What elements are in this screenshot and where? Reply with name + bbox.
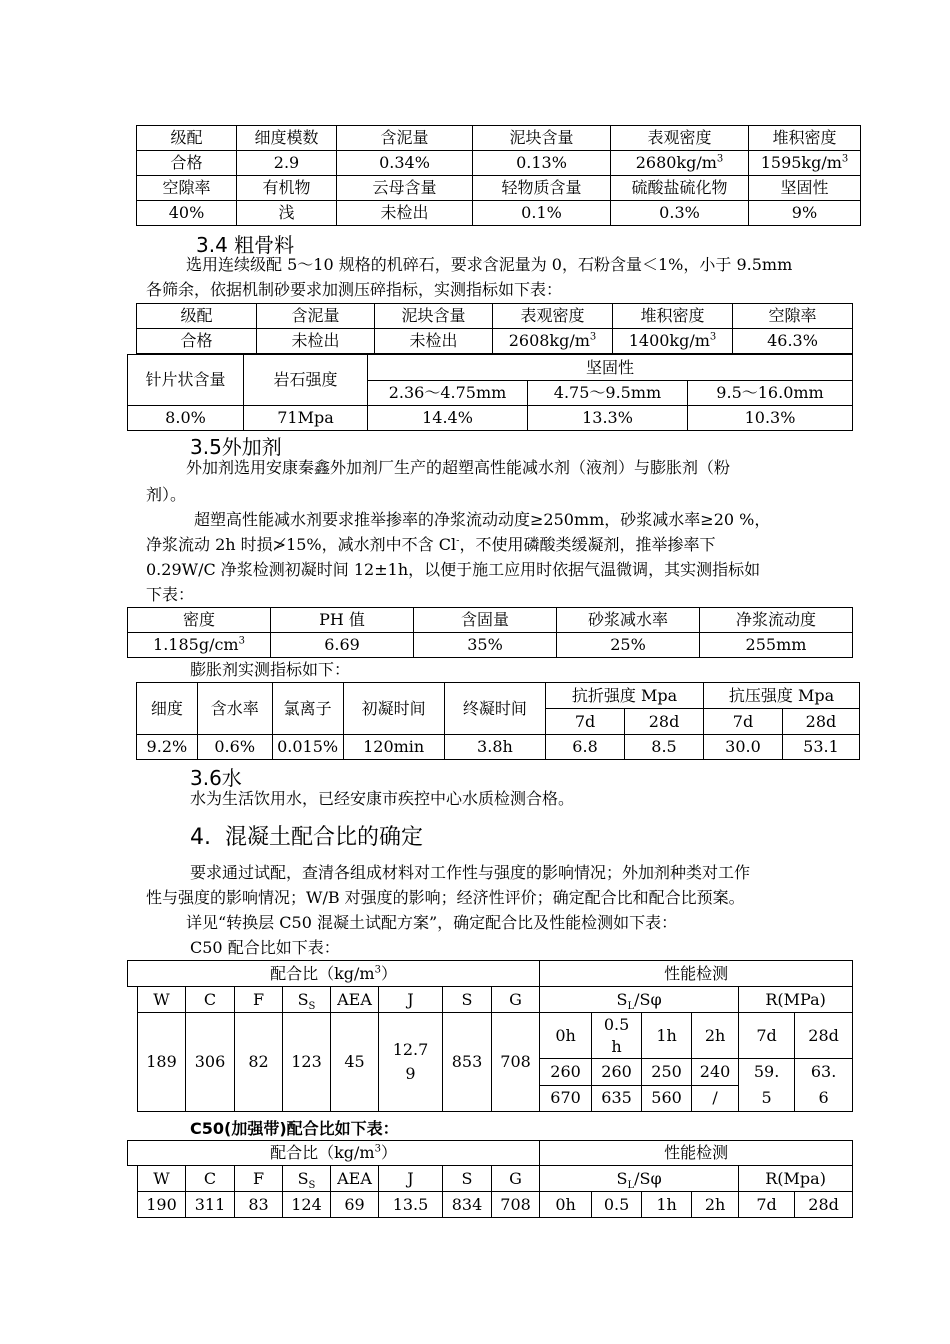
column-header: AEA (331, 1166, 379, 1192)
value-cell: 30.0 (704, 735, 783, 760)
column-header: F (235, 987, 283, 1013)
paragraph: 水为生活饮用水，已经安康市疾控中心水质检测合格。 (190, 789, 575, 808)
age-cell: 7d (739, 1192, 795, 1218)
value-cell: 0.3% (611, 201, 749, 226)
slump-cell: 260 (592, 1059, 642, 1086)
column-header: J (379, 1166, 443, 1192)
header-text: ） (380, 1143, 397, 1162)
value-cell: 浅 (237, 201, 337, 226)
value-cell: 2.9 (237, 151, 337, 176)
strength-header: R(Mpa) (739, 1166, 853, 1192)
gutter-cell (128, 987, 138, 1013)
value-cell: 9.2% (137, 735, 198, 760)
gutter-cell (128, 1013, 138, 1112)
column-header: F (235, 1166, 283, 1192)
header-cell: 抗压强度 Mpa (704, 683, 860, 709)
value-cell: 834 (443, 1192, 492, 1218)
expansion-agent-label: 膨胀剂实测指标如下： (190, 660, 351, 679)
time-cell: 2h (692, 1013, 739, 1059)
value-cell: 853 (443, 1013, 492, 1112)
header-cell: 坚固性 (749, 176, 861, 201)
header-text: S (297, 989, 309, 1009)
subheader-cell: 9.5～16.0mm (688, 381, 853, 406)
header-text: 配合比（kg/m (270, 1143, 375, 1162)
paragraph: 剂）。 (146, 485, 187, 504)
strength-cell: 59. 5 (739, 1059, 795, 1112)
value-text: 1.185g/cm (153, 635, 239, 654)
section-4-title: 4. 混凝土配合比的确定 (190, 825, 423, 850)
column-header: G (492, 987, 540, 1013)
header-cell: 终凝时间 (444, 683, 545, 735)
value-cell: 0.015% (272, 735, 343, 760)
column-header: J (379, 987, 443, 1013)
value-cell: 6.69 (271, 633, 414, 658)
value-cell: 189 (138, 1013, 186, 1112)
value-cell: 合格 (137, 329, 257, 354)
value-cell: 12.7 9 (379, 1013, 443, 1112)
value-cell: 10.3% (688, 406, 853, 431)
age-cell: 7d (739, 1013, 795, 1059)
time-cell: 0.5 (592, 1192, 642, 1218)
slump-cell: 670 (540, 1085, 592, 1112)
slump-cell: 560 (642, 1085, 692, 1112)
paragraph-text: 净浆流动 2h 时损≯15%，减水剂中不含 Cl (146, 535, 457, 554)
header-cell: 云母含量 (337, 176, 473, 201)
paragraph: 各筛余，依据机制砂要求加测压碎指标，实测指标如下表： (146, 280, 563, 299)
value-text: 1595kg/m (760, 153, 842, 172)
header-cell: PH 值 (271, 608, 414, 633)
column-header: C (186, 987, 235, 1013)
value-cell: 25% (557, 633, 700, 658)
column-header: G (492, 1166, 540, 1192)
strength-header: R(MPa) (739, 987, 853, 1013)
section-3-4-title: 3.4 粗骨料 (196, 233, 295, 257)
value-cell: 708 (492, 1192, 540, 1218)
value-cell: 83 (235, 1192, 283, 1218)
header-cell: 空隙率 (137, 176, 237, 201)
header-cell: 泥块含量 (473, 126, 611, 151)
time-cell: 1h (642, 1013, 692, 1059)
header-cell: 氯离子 (272, 683, 343, 735)
subheader-cell: 7d (704, 709, 783, 735)
header-cell: 砂浆减水率 (557, 608, 700, 633)
value-cell: 0.1% (473, 201, 611, 226)
value-cell: 82 (235, 1013, 283, 1112)
time-cell: 1h (642, 1192, 692, 1218)
performance-header: 性能检测 (540, 961, 853, 987)
slump-header (540, 1166, 739, 1192)
value-cell: 123 (283, 1013, 331, 1112)
unit-superscript: 3 (374, 964, 381, 976)
time-cell: 2h (692, 1192, 739, 1218)
paragraph: 0.29W/C 净浆检测初凝时间 12±1h，以便于施工应用时依据气温微调，其实测指标如 (146, 560, 761, 579)
header-cell: 泥块含量 (375, 304, 493, 329)
header-cell: 堆积密度 (749, 126, 861, 151)
column-header: S (443, 987, 492, 1013)
value-cell: 未检出 (337, 201, 473, 226)
header-cell: 密度 (128, 608, 271, 633)
value-cell: 190 (138, 1192, 186, 1218)
value-cell: 13.3% (528, 406, 688, 431)
time-cell: 0.5 h (592, 1013, 642, 1059)
value-cell: 合格 (137, 151, 237, 176)
value-cell: 35% (414, 633, 557, 658)
value-text: 2680kg/m (635, 153, 717, 172)
header-cell: 含固量 (414, 608, 557, 633)
value-cell: 6.8 (546, 735, 625, 760)
slump-cell: 260 (540, 1059, 592, 1086)
value-cell (613, 329, 733, 354)
age-cell: 28d (795, 1013, 853, 1059)
c50-mix-table (127, 960, 853, 1112)
gutter-cell (128, 1192, 138, 1218)
header-text: 配合比（kg/m (270, 963, 375, 983)
paragraph-text: ，不使用磷酸类缓凝剂，推举掺率下 (459, 535, 716, 554)
gutter-cell (128, 1166, 138, 1192)
strength-cell: 63. 6 (795, 1059, 853, 1112)
value-text: 1400kg/m (628, 331, 710, 350)
paragraph: 外加剂选用安康秦鑫外加剂厂生产的超塑高性能减水剂（液剂）与膨胀剂（粉 (186, 458, 731, 477)
paragraph: 超塑高性能减水剂要求推举掺率的净浆流动动度≥250mm，砂浆减水率≥20 %， (194, 510, 771, 529)
value-cell: 9% (749, 201, 861, 226)
subscript: L (627, 1000, 635, 1012)
fine-aggregate-table (136, 125, 861, 226)
column-header: AEA (331, 987, 379, 1013)
slump-cell: 635 (592, 1085, 642, 1112)
paragraph: 选用连续级配 5～10 规格的机碎石，要求含泥量为 0，石粉含量＜1%，小于 9.5mm (186, 255, 793, 274)
header-cell: 表观密度 (493, 304, 613, 329)
expansion-agent-table (136, 682, 860, 760)
superplasticizer-table (127, 607, 853, 658)
header-cell: 岩石强度 (244, 355, 368, 406)
subheader-cell: 2.36～4.75mm (368, 381, 528, 406)
c50-reinforced-mix-table (127, 1140, 853, 1218)
section-3-5-title: 3.5外加剂 (190, 435, 282, 459)
column-header: S (443, 1166, 492, 1192)
column-header: W (138, 987, 186, 1013)
paragraph: 要求通过试配，查清各组成材料对工作性与强度的影响情况；外加剂种类对工作 (190, 863, 751, 882)
header-cell: 含泥量 (257, 304, 375, 329)
value-cell: 3.8h (444, 735, 545, 760)
value-cell: 53.1 (782, 735, 859, 760)
value-cell (749, 151, 861, 176)
value-cell: 0.34% (337, 151, 473, 176)
header-cell: 细度模数 (237, 126, 337, 151)
subheader-cell: 28d (625, 709, 704, 735)
value-cell: 45 (331, 1013, 379, 1112)
column-header (283, 987, 331, 1013)
subheader-cell: 28d (782, 709, 859, 735)
header-cell: 净浆流动度 (700, 608, 853, 633)
value-cell: 8.5 (625, 735, 704, 760)
value-cell: 46.3% (733, 329, 853, 354)
value-cell: 306 (186, 1013, 235, 1112)
subheader-cell: 4.75～9.5mm (528, 381, 688, 406)
slump-cell: / (692, 1085, 739, 1112)
value-cell: 未检出 (257, 329, 375, 354)
header-cell: 细度 (137, 683, 198, 735)
c50-reinforced-label: C50(加强带)配合比如下表： (190, 1119, 399, 1138)
header-text: S (616, 989, 628, 1009)
slump-cell: 240 (692, 1059, 739, 1086)
section-3-6-title: 3.6水 (190, 766, 242, 790)
paragraph (146, 532, 715, 558)
header-cell: 有机物 (237, 176, 337, 201)
paragraph: 详见“转换层 C50 混凝土试配方案”，确定配合比及性能检测如下表： (186, 913, 678, 932)
unit-superscript: 3 (374, 1143, 381, 1155)
soundness-table (127, 354, 853, 431)
header-text: ） (380, 963, 397, 983)
header-cell: 含水率 (197, 683, 272, 735)
unit-superscript: 3 (716, 153, 724, 165)
value-cell: 311 (186, 1192, 235, 1218)
column-header: W (138, 1166, 186, 1192)
performance-header: 性能检测 (540, 1141, 853, 1166)
subscript: S (308, 1000, 316, 1012)
value-cell: 40% (137, 201, 237, 226)
value-cell (493, 329, 613, 354)
header-cell: 空隙率 (733, 304, 853, 329)
value-cell: 120min (343, 735, 444, 760)
column-header: C (186, 1166, 235, 1192)
value-cell: 708 (492, 1013, 540, 1112)
mix-header (128, 961, 540, 987)
value-cell (128, 633, 271, 658)
slump-cell: 250 (642, 1059, 692, 1086)
header-cell: 轻物质含量 (473, 176, 611, 201)
header-cell: 坚固性 (368, 355, 853, 381)
value-cell: 0.13% (473, 151, 611, 176)
header-text: S (297, 1168, 309, 1188)
header-cell: 针片状含量 (128, 355, 244, 406)
value-cell: 255mm (700, 633, 853, 658)
paragraph: 性与强度的影响情况；W/B 对强度的影响；经济性评价；确定配合比和配合比预案。 (146, 888, 745, 907)
header-cell: 级配 (137, 126, 237, 151)
value-cell: 未检出 (375, 329, 493, 354)
header-cell: 硫酸盐硫化物 (611, 176, 749, 201)
time-cell: 0h (540, 1013, 592, 1059)
value-cell: 124 (283, 1192, 331, 1218)
subscript: S (308, 1179, 316, 1191)
header-cell: 表观密度 (611, 126, 749, 151)
header-cell: 级配 (137, 304, 257, 329)
slump-header (540, 987, 739, 1013)
paragraph: 下表： (146, 585, 195, 604)
unit-superscript: 3 (841, 153, 849, 165)
header-text: /Sφ (634, 1168, 662, 1188)
header-cell: 堆积密度 (613, 304, 733, 329)
subheader-cell: 7d (546, 709, 625, 735)
value-cell: 8.0% (128, 406, 244, 431)
column-header (283, 1166, 331, 1192)
superscript: - (456, 535, 460, 547)
subscript: L (627, 1179, 635, 1191)
unit-superscript: 3 (589, 331, 597, 343)
unit-superscript: 3 (238, 635, 245, 647)
time-cell: 0h (540, 1192, 592, 1218)
value-text: 2608kg/m (508, 331, 590, 350)
header-text: S (616, 1168, 628, 1188)
header-text: /Sφ (634, 989, 662, 1009)
value-cell: 13.5 (379, 1192, 443, 1218)
value-cell (611, 151, 749, 176)
header-cell: 抗折强度 Mpa (546, 683, 704, 709)
header-cell: 含泥量 (337, 126, 473, 151)
unit-superscript: 3 (709, 331, 717, 343)
age-cell: 28d (795, 1192, 853, 1218)
header-cell: 初凝时间 (343, 683, 444, 735)
paragraph: C50 配合比如下表： (190, 938, 340, 957)
value-cell: 14.4% (368, 406, 528, 431)
value-cell: 71Mpa (244, 406, 368, 431)
value-cell: 69 (331, 1192, 379, 1218)
value-cell: 0.6% (197, 735, 272, 760)
coarse-aggregate-table (136, 303, 853, 354)
mix-header (128, 1141, 540, 1166)
